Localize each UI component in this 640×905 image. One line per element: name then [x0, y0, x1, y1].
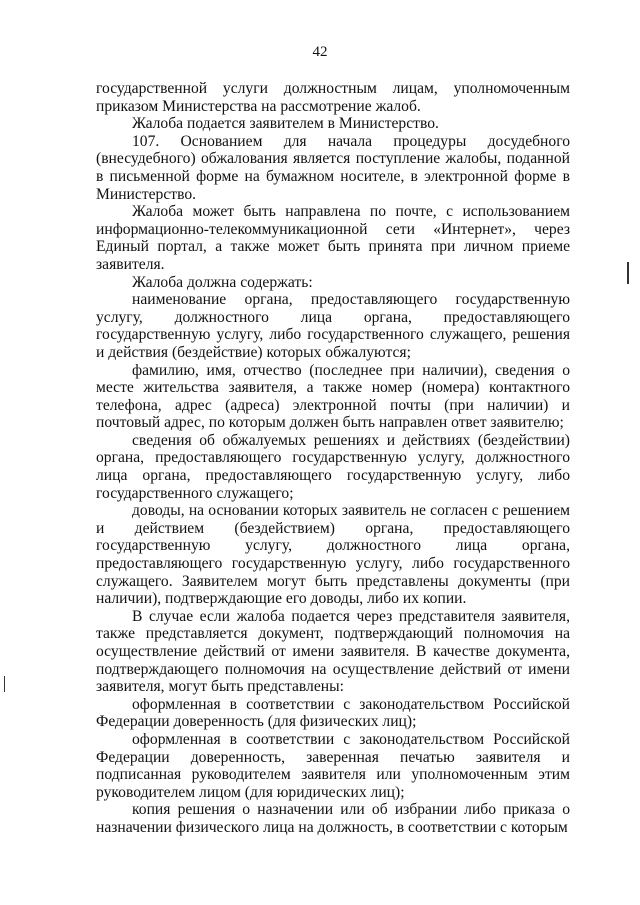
paragraph-appealed-decisions: сведения об обжалуемых решениях и действиях (бездействии) органа, предоставляющего государственную услугу, должностного лица органа, предоставляющего государственную услугу, либо государственного служащего; — [96, 431, 570, 502]
paragraph-107-grounds: 107. Основанием для начала процедуры досудебного (внесудебного) обжалования является поступление жалобы, поданной в письменной форме на бумажном носителе, в электронной форме в Министерство. — [96, 132, 570, 203]
page-number: 42 — [312, 44, 328, 60]
paragraph-contents-intro: Жалоба должна содержать: — [132, 273, 313, 291]
paragraph-individual-power-of-attorney: оформленная в соответствии с законодательством Российской Федерации доверенность (для физических лиц); — [96, 695, 570, 731]
paragraph-representative: В случае если жалоба подается через представителя заявителя, также представляется документ, подтверждающий полномочия на осуществление действий от имени заявителя. В качестве документа, подтверждающего полномочия на осуществление действий от имени заявителя, могут быть представлены: — [96, 607, 570, 696]
paragraph-appointment-decision: копия решения о назначении или об избрании либо приказа о назначении физического лица на должность, в соответствии с которым — [96, 801, 570, 836]
scan-edge-mark — [627, 262, 629, 284]
paragraph-delivery-methods: Жалоба может быть направлена по почте, с использованием информационно-телекоммуникационной сети «Интернет», через Единый портал, а также может быть принята при личном приеме заявителя. — [96, 203, 570, 273]
paragraph-applicant-details: фамилию, имя, отчество (последнее при наличии), сведения о месте жительства заявителя, а также номер (номера) контактного телефона, адрес (адреса) электронной почты (при наличии) и почтовый адрес, по которым должен быть направлен ответ заявителю; — [96, 361, 570, 432]
paragraph-legal-entity-power-of-attorney: оформленная в соответствии с законодательством Российской Федерации доверенность, заверенная печатью заявителя и подписанная руководителем заявителя или уполномоченным этим руководителем лицом (для юридических лиц); — [96, 730, 570, 801]
scan-edge-mark — [4, 676, 5, 692]
paragraph-complaint-submission: Жалоба подается заявителем в Министерство. — [132, 115, 439, 133]
paragraph-authority-name: наименование органа, предоставляющего государственную услугу, должностного лица органа, предоставляющего государственную услугу, либо государственного служащего, решения и действия (бездействие) которых обжалуются; — [96, 291, 570, 361]
paragraph-arguments: доводы, на основании которых заявитель не согласен с решением и действием (бездействием) органа, предоставляющего государственную услугу, должностного лица органа, предоставляющего государственную услугу, либо государственного служащего. Заявителем могут быть представлены документы (при наличии), подтверждающие его доводы, либо их копии. — [96, 502, 570, 608]
document-body — [96, 80, 570, 837]
paragraph-continuation: государственной услуги должностным лицам, уполномоченным приказом Министерства на рассмотрение жалоб. — [96, 80, 570, 115]
